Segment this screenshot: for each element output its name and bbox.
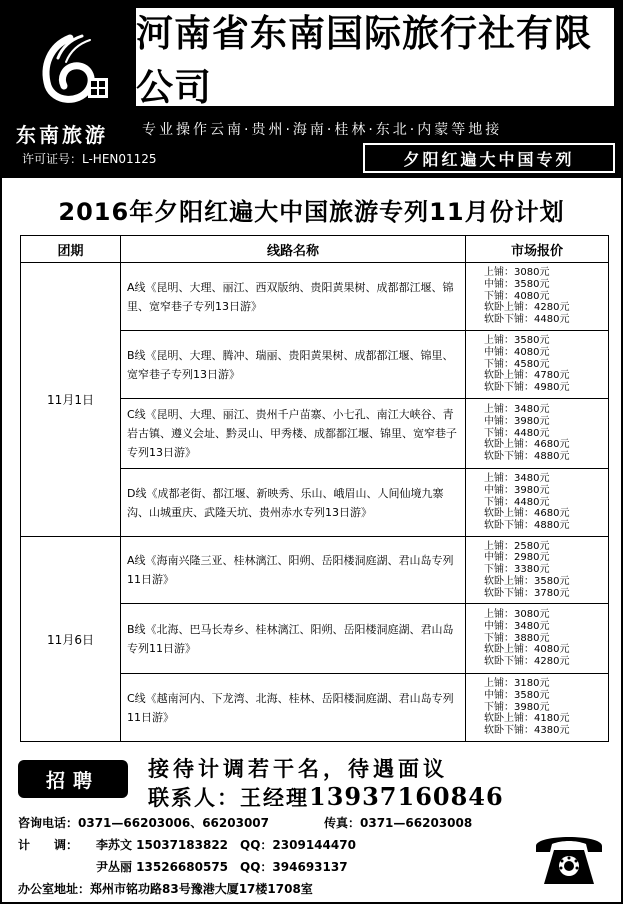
price-line: 上铺：3480元	[484, 404, 550, 416]
table-header-row	[21, 236, 609, 263]
route-cell: A线《昆明、大理、丽江、西双版纳、贵阳黄果树、成都都江堰、锦里、宽窄巷子专列13日游》	[121, 263, 466, 331]
price-line: 中铺：4080元	[484, 346, 550, 358]
date-cell: 11月6日	[21, 537, 121, 742]
price-line: 软卧下铺：4380元	[484, 725, 570, 737]
route-cell: A线《海南兴隆三亚、桂林漓江、阳朔、岳阳楼洞庭湖、君山岛专列11日游》	[121, 537, 466, 604]
office-address: 办公室地址：郑州市铭功路83号豫港大厦17楼1708室	[18, 882, 313, 896]
col-header-route: 线路名称	[121, 236, 466, 263]
price-line: 软卧下铺：4880元	[484, 520, 570, 532]
price-cell	[466, 604, 609, 674]
specialty-line: 专业操作云南·贵州·海南·桂林·东北·内蒙等地接	[142, 122, 503, 138]
price-line: 上铺：3080元	[484, 609, 550, 621]
price-line: 上铺：3080元	[484, 267, 550, 279]
price-cell	[466, 263, 609, 331]
price-line: 中铺：3480元	[484, 620, 550, 632]
price-line: 中铺：3980元	[484, 415, 550, 427]
price-line: 中铺：3580元	[484, 689, 550, 701]
table-row	[21, 537, 609, 604]
price-line: 软卧上铺：4180元	[484, 713, 570, 725]
price-line: 下铺：4080元	[484, 290, 550, 302]
route-cell: C线《昆明、大理、丽江、贵州千户苗寨、小七孔、南江大峡谷、青岩古镇、遵义会址、黔灵山、甲秀楼、成都都江堰、锦里、宽窄巷子专列13日游》	[121, 399, 466, 469]
company-logo-icon	[36, 32, 112, 108]
header-banner	[2, 2, 621, 178]
date-cell: 11月1日	[21, 263, 121, 537]
price-cell	[466, 674, 609, 742]
contact-label: 联系人：王经理	[148, 786, 309, 810]
route-cell: D线《成都老街、都江堰、新映秀、乐山、峨眉山、人间仙境九寨沟、山城重庆、武隆天坑、贵州赤水专列13日游》	[121, 469, 466, 537]
price-line: 上铺：3480元	[484, 473, 550, 485]
route-cell: B线《昆明、大理、腾冲、瑞丽、贵阳黄果树、成都都江堰、锦里、宽窄巷子专列13日游》	[121, 331, 466, 399]
recruit-text: 接待计调若干名，待遇面议	[148, 757, 448, 781]
price-line: 下铺：4480元	[484, 427, 550, 439]
price-line: 下铺：4480元	[484, 496, 550, 508]
col-header-price: 市场报价	[466, 236, 609, 263]
price-line: 软卧上铺：4680元	[484, 508, 570, 520]
schedule-table	[20, 235, 609, 742]
price-line: 中铺：3580元	[484, 278, 550, 290]
price-line: 上铺：3580元	[484, 335, 550, 347]
brand-name: 东南旅游	[16, 123, 108, 147]
price-line: 下铺：3380元	[484, 564, 550, 576]
price-line: 软卧下铺：4280元	[484, 656, 570, 668]
price-line: 下铺：3880元	[484, 632, 550, 644]
price-line: 软卧上铺：4680元	[484, 439, 570, 451]
price-line: 软卧下铺：4480元	[484, 314, 570, 326]
consult-phone: 咨询电话：0371—66203006、66203007	[18, 816, 269, 830]
contact-line	[148, 782, 504, 812]
recruit-badge: 招聘	[18, 760, 128, 798]
price-line: 软卧上铺：3580元	[484, 575, 570, 587]
price-line: 软卧上铺：4280元	[484, 302, 570, 314]
fax-number: 传真：0371—66203008	[324, 816, 473, 830]
price-line: 上铺：2580元	[484, 540, 550, 552]
price-line: 中铺：3980元	[484, 484, 550, 496]
license-number: 许可证号：L-HEN01125	[22, 152, 157, 166]
contact-phone: 13937160846	[309, 782, 504, 811]
price-line: 上铺：3180元	[484, 678, 550, 690]
price-line: 软卧下铺：4980元	[484, 382, 570, 394]
price-line: 软卧下铺：3780元	[484, 587, 570, 599]
col-header-date: 团期	[21, 236, 121, 263]
planner-2: 尹丛丽 13526680575 QQ：394693137	[96, 860, 348, 874]
price-cell	[466, 469, 609, 537]
planner-label: 计 调：	[18, 838, 79, 852]
plan-title: 2016年夕阳红遍大中国旅游专列11月份计划	[58, 198, 565, 226]
route-cell: C线《越南河内、下龙湾、北海、桂林、岳阳楼洞庭湖、君山岛专列11日游》	[121, 674, 466, 742]
price-line: 软卧上铺：4780元	[484, 370, 570, 382]
telephone-icon	[532, 828, 606, 888]
price-line: 下铺：3980元	[484, 701, 550, 713]
series-badge: 夕阳红遍大中国专列	[363, 143, 615, 173]
price-cell	[466, 537, 609, 604]
price-line: 软卧上铺：4080元	[484, 644, 570, 656]
table-row	[21, 263, 609, 331]
route-cell: B线《北海、巴马长寿乡、桂林漓江、阳朔、岳阳楼洞庭湖、君山岛专列11日游》	[121, 604, 466, 674]
price-line: 中铺：2980元	[484, 552, 550, 564]
planner-1: 李苏文 15037183822 QQ：2309144470	[96, 838, 356, 852]
price-cell	[466, 399, 609, 469]
company-title: 河南省东南国际旅行社有限公司	[136, 8, 614, 106]
price-cell	[466, 331, 609, 399]
price-line: 下铺：4580元	[484, 358, 550, 370]
price-line: 软卧下铺：4880元	[484, 451, 570, 463]
